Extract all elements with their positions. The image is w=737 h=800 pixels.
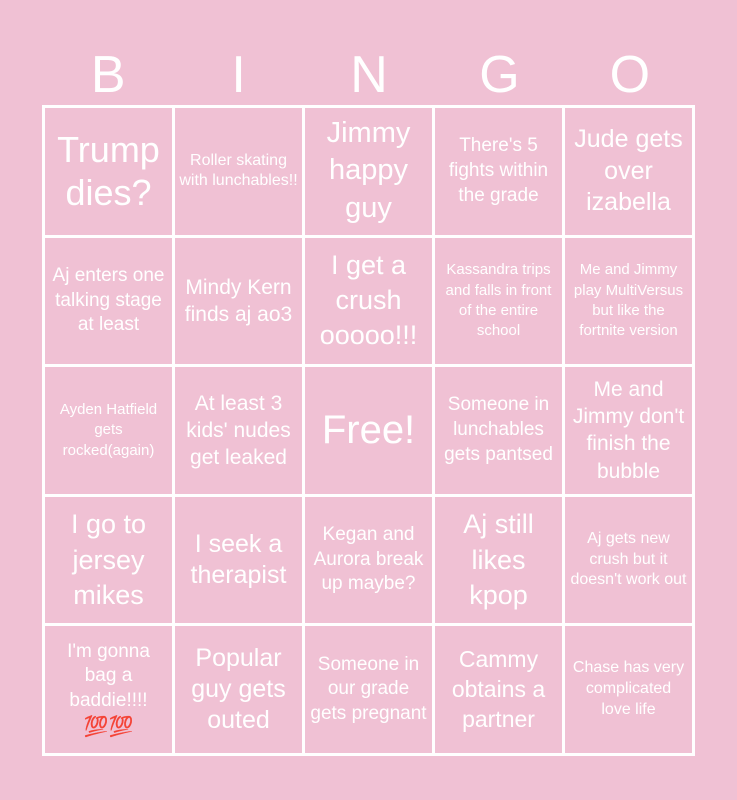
bingo-cell-21[interactable]: I'm gonna bag a baddie!!!! 💯💯 xyxy=(45,626,172,753)
bingo-cell-25[interactable]: Chase has very complicated love life xyxy=(565,626,692,753)
bingo-cell-14[interactable]: Someone in lunchables gets pantsed xyxy=(435,367,562,494)
bingo-header xyxy=(43,44,695,106)
bingo-cell-10[interactable]: Me and Jimmy play MultiVersus but like the fortnite version xyxy=(565,238,692,365)
header-letter-n: N xyxy=(350,46,388,104)
bingo-board xyxy=(42,105,695,756)
bingo-cell-22[interactable]: Popular guy gets outed xyxy=(175,626,302,753)
bingo-cell-6[interactable]: Aj enters one talking stage at least xyxy=(45,238,172,365)
bingo-cell-17[interactable]: I seek a therapist xyxy=(175,497,302,624)
bingo-cell-11[interactable]: Ayden Hatfield gets rocked(again) xyxy=(45,367,172,494)
bingo-cell-19[interactable]: Aj still likes kpop xyxy=(435,497,562,624)
bingo-cell-18[interactable]: Kegan and Aurora break up maybe? xyxy=(305,497,432,624)
header-letter-o: O xyxy=(609,46,651,104)
bingo-cell-16[interactable]: I go to jersey mikes xyxy=(45,497,172,624)
bingo-cell-2[interactable]: Roller skating with lunchables!! xyxy=(175,108,302,235)
bingo-cell-9[interactable]: Kassandra trips and falls in front of the entire school xyxy=(435,238,562,365)
bingo-cell-1[interactable]: Trump dies? xyxy=(45,108,172,235)
bingo-cell-free[interactable]: Free! xyxy=(305,367,432,494)
bingo-cell-15[interactable]: Me and Jimmy don't finish the bubble xyxy=(565,367,692,494)
bingo-cell-4[interactable]: There's 5 fights within the grade xyxy=(435,108,562,235)
bingo-cell-3[interactable]: Jimmy happy guy xyxy=(305,108,432,235)
bingo-cell-8[interactable]: I get a crush ooooo!!! xyxy=(305,238,432,365)
hundred-points-icon: 💯💯 xyxy=(83,715,134,738)
header-letter-g: G xyxy=(479,46,520,104)
bingo-cell-24[interactable]: Cammy obtains a partner xyxy=(435,626,562,753)
bingo-cell-20[interactable]: Aj gets new crush but it doesn't work out xyxy=(565,497,692,624)
bingo-cell-23[interactable]: Someone in our grade gets pregnant xyxy=(305,626,432,753)
bingo-cell-12[interactable]: At least 3 kids' nudes get leaked xyxy=(175,367,302,494)
header-letter-i: I xyxy=(231,46,246,104)
bingo-cell-7[interactable]: Mindy Kern finds aj ao3 xyxy=(175,238,302,365)
bingo-cell-5[interactable]: Jude gets over izabella xyxy=(565,108,692,235)
header-letter-b: B xyxy=(90,46,126,104)
